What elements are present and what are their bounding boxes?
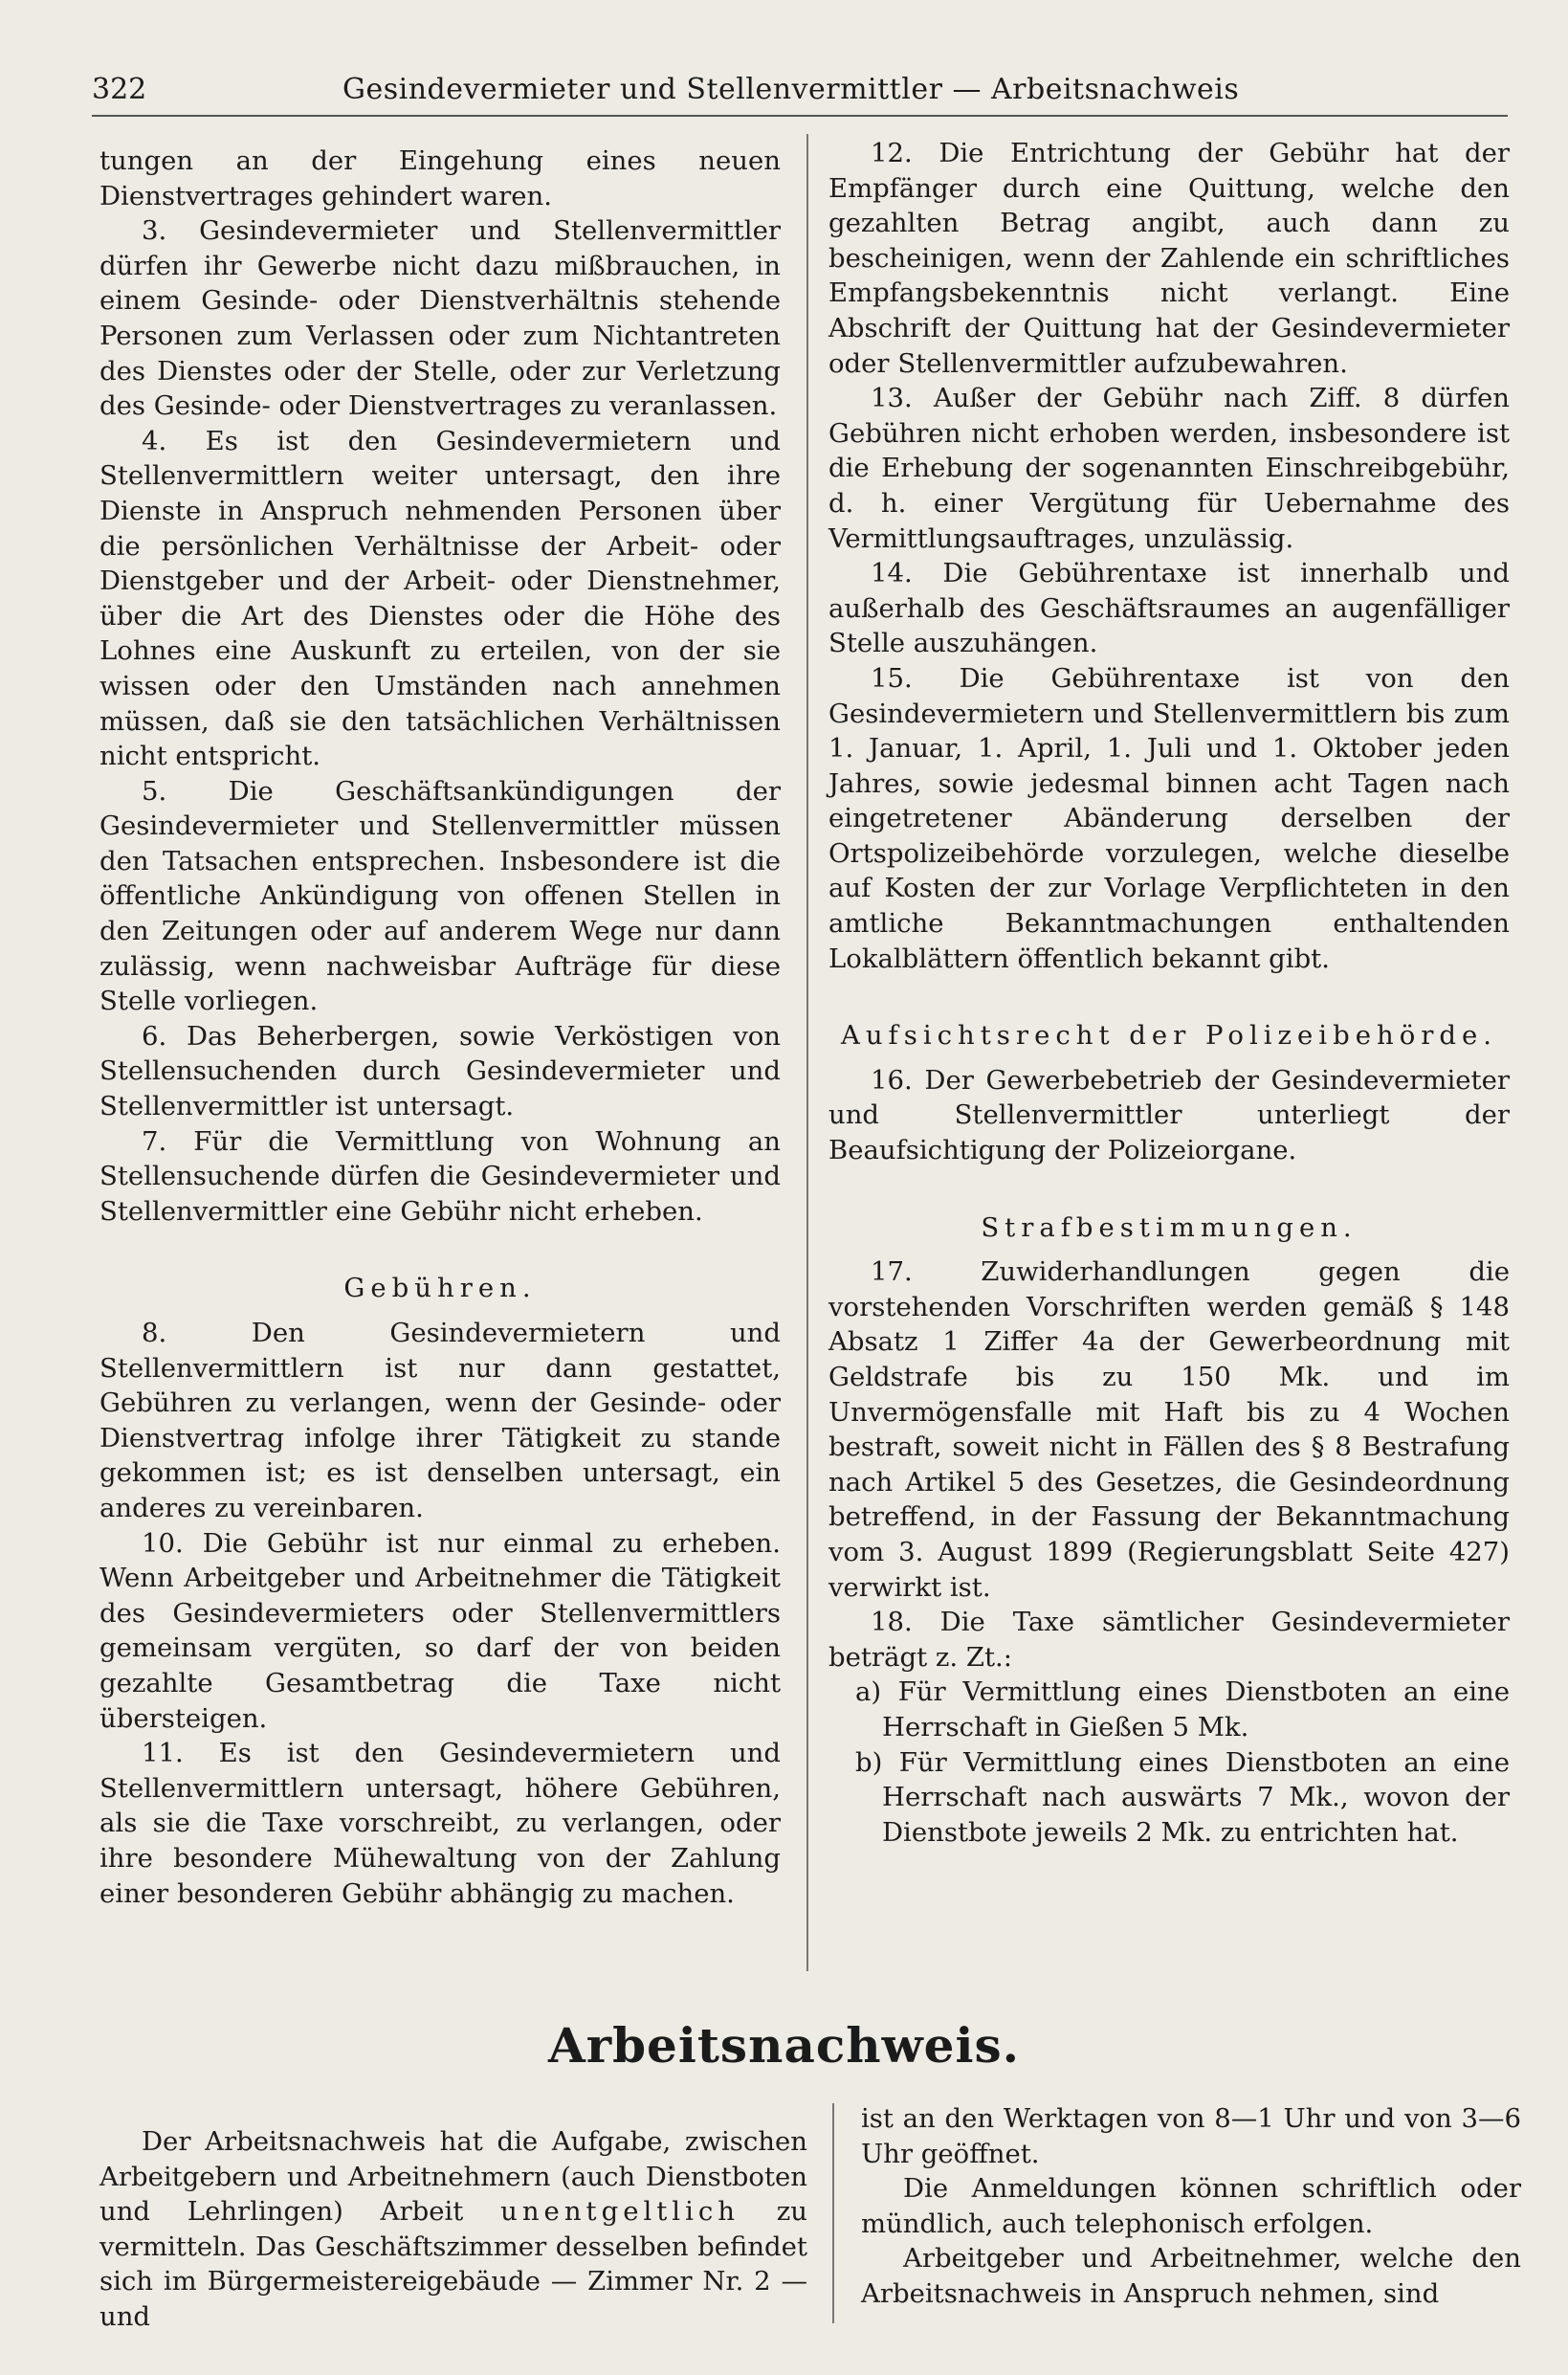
section-left-column: [99, 2124, 807, 2335]
right-column: [828, 136, 1510, 1850]
heading-aufsichtsrecht: Aufsichtsrecht der Polizeibehörde.: [840, 1020, 1498, 1052]
paragraph-18: 18. Die Taxe sämtlicher Gesindevermieter beträgt z. Zt.:: [828, 1607, 1510, 1673]
paragraph-18b: b) Für Vermittlung eines Dienstboten an eine Herrschaft nach auswärts 7 Mk., wovon der Dienstbote jeweils 2 Mk. zu entrichten hat.: [855, 1746, 1510, 1848]
left-column: [99, 144, 781, 1911]
paragraph-3: 3. Gesindevermieter und Stellenvermittler dürfen ihr Gewerbe nicht dazu mißbrauchen, in einem Gesinde- oder Dienstverhältnis stehende Personen zum Verlassen oder zum Nichtantreten des Dienstes oder der Stelle, oder zur Verletzung des Gesinde- oder Dienstvertrages zu veranlassen.: [99, 215, 781, 422]
running-title: Gesindevermieter und Stellenvermittler — Arbeitsnachweis: [342, 73, 1240, 106]
section-text-part-1: Der Arbeitsnachweis hat die Aufgabe, zwischen Arbeitgebern und Arbeitnehmern (auch Dienstboten und Lehrlingen) Arbeit: [99, 2126, 807, 2228]
paragraph-13: 13. Außer der Gebühr nach Ziff. 8 dürfen Gebühren nicht erhoben werden, insbesondere ist die Erhebung der sogenannten Einschreibgebühr, d. h. einer Vergütung für Uebernahme des Vermittlungsauftrages, unzulässig.: [828, 383, 1510, 554]
section-paragraph-hours: ist an den Werktagen von 8—1 Uhr und von 3—6 Uhr geöffnet.: [861, 2103, 1521, 2169]
spaced-word-unentgeltlich: unentgeltlich: [500, 2196, 740, 2228]
paragraph-18a: a) Für Vermittlung eines Dienstboten an eine Herrschaft in Gießen 5 Mk.: [855, 1676, 1510, 1742]
paragraph-11: 11. Es ist den Gesindevermietern und Stellenvermittlern untersagt, höhere Gebühren, als sie die Taxe vorschreibt, zu verlangen, oder ihre besondere Mühewaltung von der Zahlung einer besonderen Gebühr abhängig zu machen.: [99, 1738, 781, 1909]
paragraph-10: 10. Die Gebühr ist nur einmal zu erheben. Wenn Arbeitgeber und Arbeitnehmer die Tätigkeit des Gesindevermieters oder Stellenvermittlers gemeinsam vergüten, so darf der von beiden gezahlte Gesamtbetrag die Taxe nicht übersteigen.: [99, 1527, 781, 1734]
section-paragraph-registration: Die Anmeldungen können schriftlich oder mündlich, auch telephonisch erfolgen.: [861, 2173, 1521, 2239]
paragraph-12: 12. Die Entrichtung der Gebühr hat der Empfänger durch eine Quittung, welche den gezahlten Betrag angibt, auch dann zu bescheinigen, wenn der Zahlende ein schriftliches Empfangsbekenntnis nicht verlangt. Eine Abschrift der Quittung hat der Gesindevermieter oder Stellenvermittler aufzubewahren.: [828, 138, 1510, 379]
column-divider: [806, 134, 808, 1971]
section-right-column: [861, 2101, 1521, 2312]
section-title: Arbeitsnachweis.: [547, 2017, 1021, 2074]
paragraph-5: 5. Die Geschäftsankündigungen der Gesindevermieter und Stellenvermittler müssen den Tatsachen entsprechen. Insbesondere ist die öffentliche Ankündigung von offenen Stellen in den Zeitungen oder auf anderem Wege nur dann zulässig, wenn nachweisbar Aufträge für diese Stelle vorliegen.: [99, 775, 781, 1017]
section-text-part-2: zu vermitteln. Das Geschäftszimmer desselben befindet sich im Bürgermeistereigebäude — Zimmer Nr. 2 — und: [99, 2196, 807, 2332]
paragraph-4: 4. Es ist den Gesindevermietern und Stellenvermittlern weiter untersagt, den ihre Dienste in Anspruch nehmenden Personen über die persönlichen Verhältnisse der Arbeit- oder Dienstgeber und der Arbeit- oder Dienstnehmer, über die Art des Dienstes oder die Höhe des Lohnes eine Auskunft zu erteilen, von der sie wissen oder den Umständen nach annehmen müssen, daß sie den tatsächlichen Verhältnissen nicht entspricht.: [99, 425, 781, 772]
section-paragraph-1: [99, 2124, 807, 2335]
paragraph-7: 7. Für die Vermittlung von Wohnung an Stellensuchende dürfen die Gesindevermieter und Stellenvermittler eine Gebühr nicht erheben.: [99, 1125, 781, 1227]
heading-strafbestimmungen: Strafbestimmungen.: [981, 1211, 1358, 1243]
heading-gebuehren: Gebühren.: [343, 1273, 537, 1304]
paragraph-15: 15. Die Gebührentaxe ist von den Gesindevermietern und Stellenvermittlern bis zum 1. Januar, 1. April, 1. Juli und 1. Oktober jeden Jahres, sowie jedesmal binnen acht Tagen nach eingetretener Abänderung derselben der Ortspolizeibehörde vorzulegen, welche dieselbe auf Kosten der zur Vorlage Verpflichteten in den amtliche Bekanntmachungen enthaltenden Lokalblättern öffentlich bekannt gibt.: [828, 662, 1510, 974]
section-paragraph-employers: Arbeitgeber und Arbeitnehmer, welche den Arbeitsnachweis in Anspruch nehmen, sind: [861, 2243, 1521, 2309]
paragraph-continuation: tungen an der Eingehung eines neuen Dienstvertrages gehindert waren.: [99, 145, 781, 211]
paragraph-14: 14. Die Gebührentaxe ist innerhalb und außerhalb des Geschäftsraumes an augenfälliger Stelle auszuhängen.: [828, 558, 1510, 659]
page-number: 322: [92, 73, 147, 106]
paragraph-16: 16. Der Gewerbebetrieb der Gesindevermieter und Stellenvermittler unterliegt der Beaufsichtigung der Polizeiorgane.: [828, 1064, 1510, 1166]
paragraph-8: 8. Den Gesindevermietern und Stellenvermittlern ist nur dann gestattet, Gebühren zu verlangen, wenn der Gesinde- oder Dienstvertrag infolge ihrer Tätigkeit zu stande gekommen ist; es ist denselben untersagt, ein anderes zu vereinbaren.: [99, 1318, 781, 1523]
paragraph-6: 6. Das Beherbergen, sowie Verköstigen von Stellensuchenden durch Gesindevermieter und Stellenvermittler ist untersagt.: [99, 1020, 781, 1122]
column-divider-lower: [832, 2103, 834, 2323]
paragraph-17: 17. Zuwiderhandlungen gegen die vorstehenden Vorschriften werden gemäß § 148 Absatz 1 Ziffer 4a der Gewerbeordnung mit Geldstrafe bis zu 150 Mk. und im Unvermögensfalle mit Haft bis zu 4 Wochen bestraft, soweit nicht in Fällen des § 8 Bestrafung nach Artikel 5 des Gesetzes, die Gesindeordnung betreffend, in der Fassung der Bekanntmachung vom 3. August 1899 (Regierungsblatt Seite 427) verwirkt ist.: [828, 1256, 1510, 1603]
page-header: [92, 65, 1508, 117]
